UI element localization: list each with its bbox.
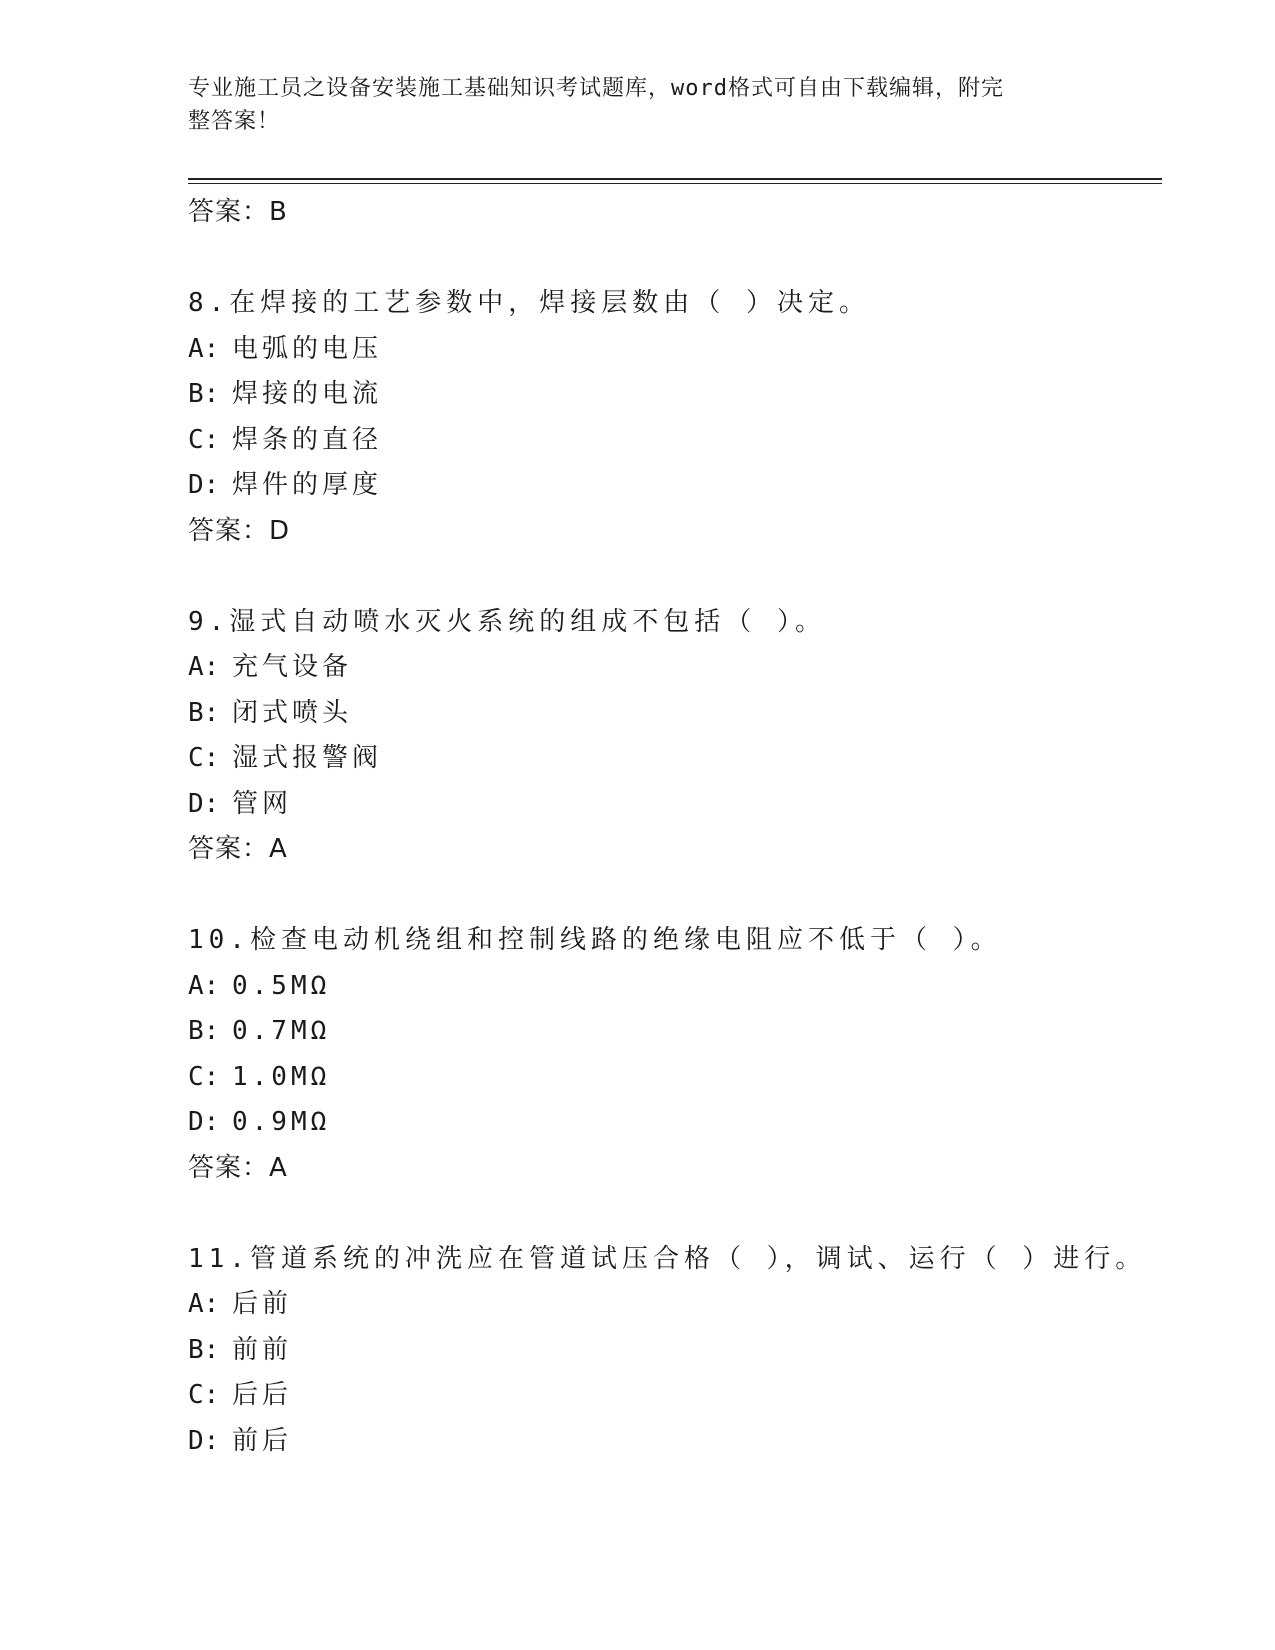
option-text: 0.9MΩ <box>232 1107 331 1137</box>
option-key: C: <box>188 1380 220 1410</box>
option-c <box>188 1373 1162 1419</box>
option-text: 0.7MΩ <box>232 1016 331 1046</box>
option-text: 充气设备 <box>232 652 353 682</box>
option-key: D: <box>188 470 220 500</box>
answer-line: 答案：A <box>188 1152 288 1183</box>
option-key: D: <box>188 1107 220 1137</box>
question-text: 11.管道系统的冲洗应在管道试压合格（ ），调试、运行（ ）进行。 <box>188 1243 1147 1274</box>
option-key: B: <box>188 697 220 728</box>
question-list <box>188 190 1162 1464</box>
option-d <box>188 782 1162 828</box>
option-text: 前前 <box>232 1334 293 1365</box>
question-text: 10.检查电动机绕组和控制线路的绝缘电阻应不低于（ ）。 <box>188 925 1002 955</box>
option-a <box>188 1282 1162 1328</box>
option-key: A: <box>188 333 220 364</box>
option-text: 闭式喷头 <box>232 697 353 728</box>
spacer <box>188 554 1162 600</box>
question-text: 9.湿式自动喷水灭火系统的组成不包括（ ）。 <box>188 606 826 637</box>
option-a <box>188 964 1162 1010</box>
option-c <box>188 736 1162 782</box>
option-key: B: <box>188 1016 220 1046</box>
option-key: D: <box>188 788 220 819</box>
question-block <box>188 918 1162 1191</box>
spacer <box>188 873 1162 919</box>
option-text: 1.0MΩ <box>232 1061 331 1092</box>
option-key: C: <box>188 1061 220 1092</box>
answer-line: 答案：D <box>188 515 291 546</box>
option-c <box>188 1055 1162 1101</box>
option-d <box>188 1419 1162 1465</box>
option-text: 焊条的直径 <box>232 424 383 455</box>
option-b <box>188 372 1162 418</box>
option-c <box>188 418 1162 464</box>
option-d <box>188 1100 1162 1146</box>
question-block <box>188 1237 1162 1465</box>
option-key: B: <box>188 1334 220 1365</box>
option-text: 焊件的厚度 <box>232 470 383 500</box>
option-b <box>188 1009 1162 1055</box>
document-header <box>188 72 1068 138</box>
option-text: 后后 <box>232 1380 293 1410</box>
option-a <box>188 645 1162 691</box>
answer-line: 答案：A <box>188 834 288 864</box>
option-text: 焊接的电流 <box>232 379 383 409</box>
option-b <box>188 1328 1162 1374</box>
option-key: A: <box>188 970 220 1001</box>
header-divider <box>188 178 1162 184</box>
option-key: A: <box>188 652 220 682</box>
question-block <box>188 600 1162 873</box>
option-text: 电弧的电压 <box>232 333 383 364</box>
answer-line: 答案：B <box>188 197 288 227</box>
option-key: C: <box>188 743 220 773</box>
option-key: B: <box>188 379 220 409</box>
option-text: 前后 <box>232 1425 293 1456</box>
question-block <box>188 281 1162 554</box>
header-line-1: 专业施工员之设备安装施工基础知识考试题库，word格式可自由下载编辑，附完 <box>188 76 1004 101</box>
header-line-2: 整答案！ <box>188 109 281 134</box>
option-b <box>188 691 1162 737</box>
option-text: 0.5MΩ <box>232 970 331 1001</box>
option-key: C: <box>188 424 220 455</box>
option-text: 管网 <box>232 788 293 819</box>
option-text: 后前 <box>232 1289 293 1319</box>
option-a <box>188 327 1162 373</box>
option-text: 湿式报警阀 <box>232 743 383 773</box>
spacer <box>188 1191 1162 1237</box>
question-text: 8.在焊接的工艺参数中，焊接层数由（ ）决定。 <box>188 288 870 318</box>
spacer <box>188 236 1162 282</box>
option-key: A: <box>188 1289 220 1319</box>
option-d <box>188 463 1162 509</box>
option-key: D: <box>188 1425 220 1456</box>
